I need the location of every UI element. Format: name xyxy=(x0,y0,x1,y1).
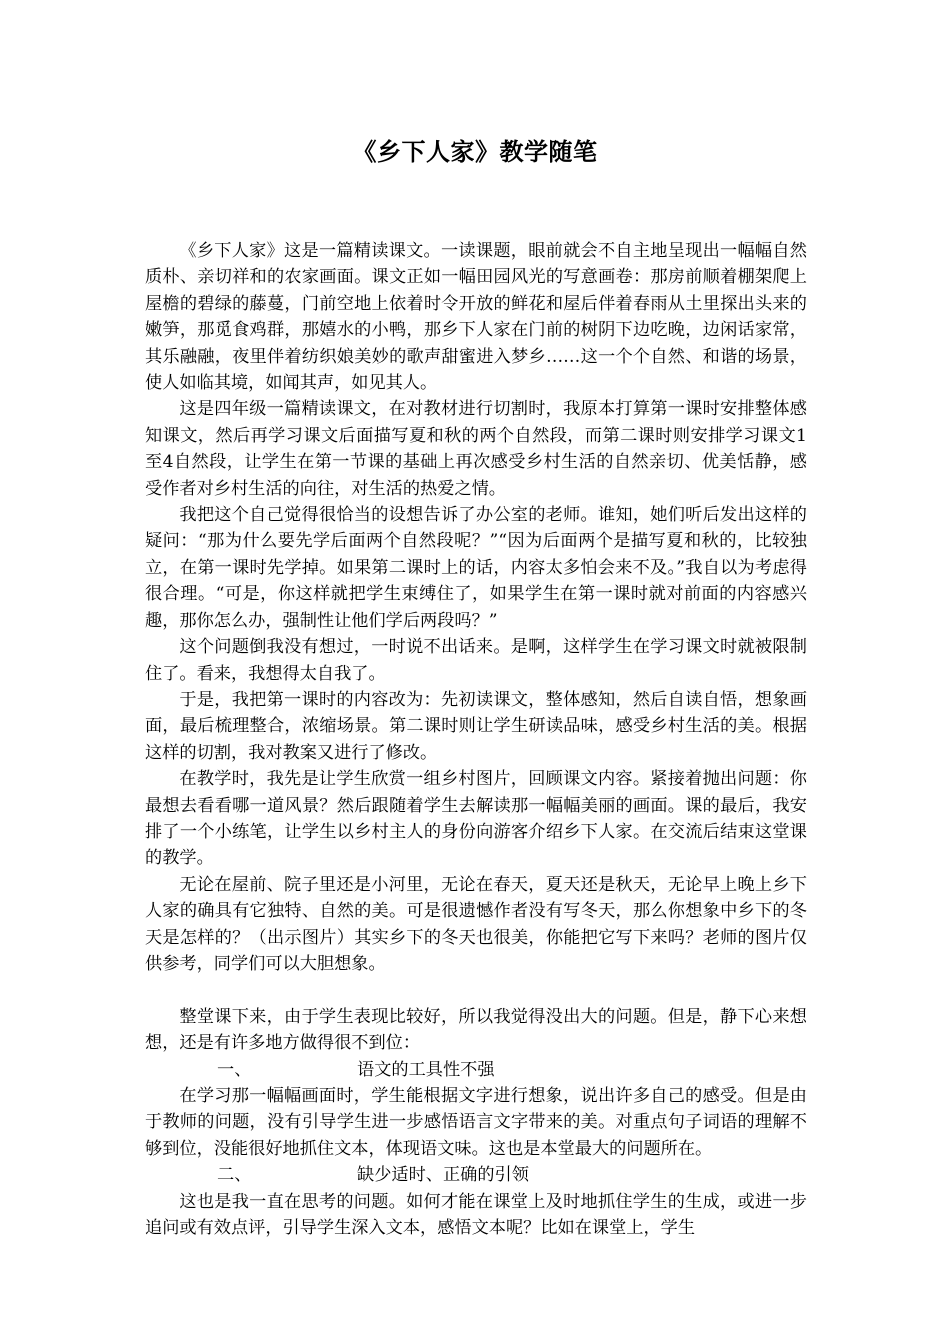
document-body xyxy=(145,238,807,1241)
paragraph-4: 这个问题倒我没有想过，一时说不出话来。是啊，这样学生在学习课文时就被限制住了。看来，我想得太自我了。 xyxy=(145,637,807,684)
section-1-heading xyxy=(145,1057,807,1083)
document-title: 《乡下人家》教学随笔 xyxy=(352,137,598,166)
section-1-title: 语文的工具性不强 xyxy=(357,1059,495,1080)
paragraph-6: 在教学时，我先是让学生欣赏一组乡村图片，回顾课文内容。紧接着抛出问题：你最想去看看哪一道风景？然后跟随着学生去解读那一幅幅美丽的画面。课的最后，我安排了一个小练笔，让学生以乡村主人的身份向游客介绍乡下人家。在交流后结束这堂课的教学。 xyxy=(145,769,807,869)
paragraph-5: 于是，我把第一课时的内容改为：先初读课文，整体感知，然后自读自悟，想象画面，最后梳理整合，浓缩场景。第二课时则让学生研读品味，感受乡村生活的美。根据这样的切割，我对教案又进行了修改。 xyxy=(145,689,807,763)
section-1-text: 在学习那一幅幅画面时，学生能根据文字进行想象，说出许多自己的感受。但是由于教师的问题，没有引导学生进一步感悟语言文字带来的美。对重点句子词语的理解不够到位，没能很好地抓住文本，体现语文味。这也是本堂最大的问题所在。 xyxy=(145,1085,807,1159)
blank-line xyxy=(145,977,807,1003)
section-2-title: 缺少适时、正确的引领 xyxy=(357,1165,529,1186)
section-2-heading xyxy=(145,1162,807,1188)
section-2-text: 这也是我一直在思考的问题。如何才能在课堂上及时地抓住学生的生成，或进一步追问或有效点评，引导学生深入文本，感悟文本呢？比如在课堂上，学生 xyxy=(145,1191,807,1238)
paragraph-7: 无论在屋前、院子里还是小河里，无论在春天，夏天还是秋天，无论早上晚上乡下人家的确具有它独特、自然的美。可是很遗憾作者没有写冬天，那么你想象中乡下的冬天是怎样的？（出示图片）其实乡下的冬天也很美，你能把它写下来吗？老师的图片仅供参考，同学们可以大胆想象。 xyxy=(145,874,807,974)
summary-paragraph: 整堂课下来，由于学生表现比较好，所以我觉得没出大的问题。但是，静下心来想想，还是有许多地方做得很不到位： xyxy=(145,1006,807,1054)
paragraph-1: 《乡下人家》这是一篇精读课文。一读课题，眼前就会不自主地呈现出一幅幅自然质朴、亲切祥和的农家画面。课文正如一幅田园风光的写意画卷：那房前顺着棚架爬上屋檐的碧绿的藤蔓，门前空地上依着时令开放的鲜花和屋后伴着春雨从土里探出头来的嫩笋，那觅食鸡群，那嬉水的小鸭，那乡下人家在门前的树阴下边吃晚，边闲话家常，其乐融融，夜里伴着纺织娘美妙的歌声甜蜜进入梦乡……这一个个自然、和谐的场景，使人如临其境，如闻其声，如见其人。 xyxy=(145,241,807,394)
paragraph-2: 这是四年级一篇精读课文，在对教材进行切割时，我原本打算第一课时安排整体感知课文，然后再学习课文后面描写夏和秋的两个自然段，而第二课时则安排学习课文1至4自然段，让学生在第一节课的基础上再次感受乡村生活的自然亲切、优美恬静，感受作者对乡村生活的向往，对生活的热爱之情。 xyxy=(145,399,807,499)
section-2-number: 二、 xyxy=(217,1165,252,1186)
paragraph-3: 我把这个自己觉得很恰当的设想告诉了办公室的老师。谁知，她们听后发出这样的疑问：“那为什么要先学后面两个自然段呢？”“因为后面两个是描写夏和秋的，比较独立，在第一课时先学掉。如果第二课时上的话，内容太多怕会来不及。”我自以为考虑得很合理。“可是，你这样就把学生束缚住了，如果学生在第一课时就对前面的内容感兴趣，那你怎么办，强制性让他们学后两段吗？” xyxy=(145,505,807,631)
section-1-number: 一、 xyxy=(217,1059,252,1080)
